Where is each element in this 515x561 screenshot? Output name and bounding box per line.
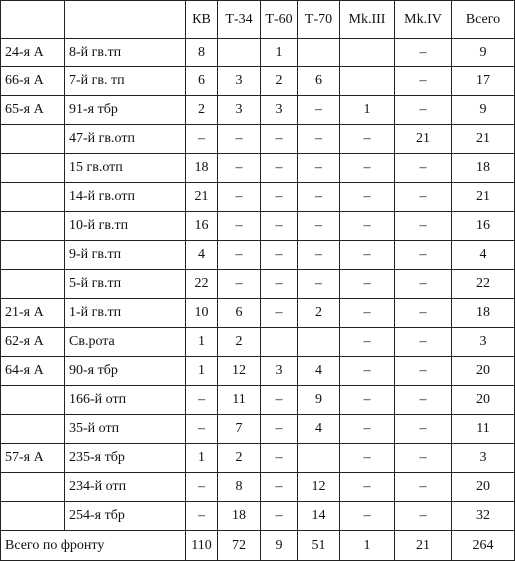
cell-t70: – bbox=[298, 241, 340, 270]
cell-unit: 91-я тбр bbox=[65, 96, 186, 125]
cell-army bbox=[1, 125, 65, 154]
header-mk4: Mk.IV bbox=[395, 1, 452, 39]
cell-army bbox=[1, 502, 65, 531]
cell-mk4: – bbox=[395, 328, 452, 357]
cell-unit: 90-я тбр bbox=[65, 357, 186, 386]
cell-unit: Св.рота bbox=[65, 328, 186, 357]
cell-unit: 14-й гв.отп bbox=[65, 183, 186, 212]
cell-total: 18 bbox=[452, 154, 515, 183]
cell-t60: – bbox=[261, 270, 298, 299]
cell-total: 4 bbox=[452, 241, 515, 270]
table-row bbox=[1, 67, 515, 96]
cell-total: 264 bbox=[452, 531, 515, 561]
cell-army: 24-я А bbox=[1, 39, 65, 67]
cell-kv: 2 bbox=[186, 96, 218, 125]
header-total: Всего bbox=[452, 1, 515, 39]
cell-t60: – bbox=[261, 444, 298, 473]
cell-army: 57-я А bbox=[1, 444, 65, 473]
cell-t70: – bbox=[298, 183, 340, 212]
cell-kv: – bbox=[186, 386, 218, 415]
cell-t34: 2 bbox=[218, 444, 261, 473]
cell-t60 bbox=[261, 328, 298, 357]
cell-kv: – bbox=[186, 125, 218, 154]
cell-total: 18 bbox=[452, 299, 515, 328]
cell-mk4: 21 bbox=[395, 125, 452, 154]
cell-kv: 18 bbox=[186, 154, 218, 183]
cell-mk3 bbox=[340, 39, 395, 67]
cell-t70: 12 bbox=[298, 473, 340, 502]
front-total-row bbox=[1, 531, 515, 561]
table-row bbox=[1, 502, 515, 531]
cell-t60: – bbox=[261, 502, 298, 531]
cell-army: 66-я А bbox=[1, 67, 65, 96]
cell-mk3: – bbox=[340, 183, 395, 212]
cell-mk3: – bbox=[340, 502, 395, 531]
header-army bbox=[1, 1, 65, 39]
cell-t70: 14 bbox=[298, 502, 340, 531]
table-row bbox=[1, 212, 515, 241]
cell-unit: 234-й отп bbox=[65, 473, 186, 502]
cell-t60: – bbox=[261, 212, 298, 241]
table-row bbox=[1, 154, 515, 183]
cell-army bbox=[1, 415, 65, 444]
cell-unit: 254-я тбр bbox=[65, 502, 186, 531]
cell-mk4: – bbox=[395, 39, 452, 67]
cell-mk3: – bbox=[340, 241, 395, 270]
table-row bbox=[1, 39, 515, 67]
cell-kv: 6 bbox=[186, 67, 218, 96]
cell-kv: – bbox=[186, 502, 218, 531]
cell-mk4: – bbox=[395, 415, 452, 444]
cell-t34 bbox=[218, 39, 261, 67]
cell-mk4: – bbox=[395, 299, 452, 328]
cell-t60: 3 bbox=[261, 96, 298, 125]
cell-t34: 12 bbox=[218, 357, 261, 386]
cell-unit: 15 гв.отп bbox=[65, 154, 186, 183]
cell-mk4: – bbox=[395, 473, 452, 502]
cell-army bbox=[1, 386, 65, 415]
cell-unit: 9-й гв.тп bbox=[65, 241, 186, 270]
cell-t34: – bbox=[218, 154, 261, 183]
cell-army bbox=[1, 270, 65, 299]
cell-t34: 8 bbox=[218, 473, 261, 502]
table-row bbox=[1, 241, 515, 270]
header-t34: Т-34 bbox=[218, 1, 261, 39]
cell-t70: 4 bbox=[298, 357, 340, 386]
cell-t60: 2 bbox=[261, 67, 298, 96]
cell-mk3: – bbox=[340, 444, 395, 473]
cell-kv: – bbox=[186, 473, 218, 502]
cell-army bbox=[1, 473, 65, 502]
cell-mk3: – bbox=[340, 154, 395, 183]
cell-t70: 4 bbox=[298, 415, 340, 444]
cell-unit: 7-й гв. тп bbox=[65, 67, 186, 96]
cell-kv: 22 bbox=[186, 270, 218, 299]
cell-mk3: – bbox=[340, 270, 395, 299]
table-row bbox=[1, 415, 515, 444]
cell-t34: 72 bbox=[218, 531, 261, 561]
cell-t60: – bbox=[261, 299, 298, 328]
cell-t60: – bbox=[261, 473, 298, 502]
cell-unit: 8-й гв.тп bbox=[65, 39, 186, 67]
header-t60: Т-60 bbox=[261, 1, 298, 39]
cell-total: 21 bbox=[452, 183, 515, 212]
table-row bbox=[1, 357, 515, 386]
cell-t70 bbox=[298, 328, 340, 357]
cell-army bbox=[1, 154, 65, 183]
cell-t70: – bbox=[298, 212, 340, 241]
cell-t34: – bbox=[218, 212, 261, 241]
cell-mk3 bbox=[340, 67, 395, 96]
cell-t70 bbox=[298, 39, 340, 67]
cell-unit: 35-й отп bbox=[65, 415, 186, 444]
cell-mk4: – bbox=[395, 241, 452, 270]
cell-t70: – bbox=[298, 125, 340, 154]
cell-t60: – bbox=[261, 241, 298, 270]
cell-unit: 166-й отп bbox=[65, 386, 186, 415]
cell-kv: 16 bbox=[186, 212, 218, 241]
cell-total: 20 bbox=[452, 473, 515, 502]
cell-total: 11 bbox=[452, 415, 515, 444]
table-row bbox=[1, 299, 515, 328]
cell-t70: 6 bbox=[298, 67, 340, 96]
cell-total: 3 bbox=[452, 444, 515, 473]
cell-mk4: – bbox=[395, 386, 452, 415]
cell-mk4: – bbox=[395, 183, 452, 212]
cell-kv: 110 bbox=[186, 531, 218, 561]
cell-t70: 2 bbox=[298, 299, 340, 328]
cell-total: 17 bbox=[452, 67, 515, 96]
table-row bbox=[1, 96, 515, 125]
cell-t70: 9 bbox=[298, 386, 340, 415]
cell-army: 62-я А bbox=[1, 328, 65, 357]
cell-t34: 3 bbox=[218, 96, 261, 125]
cell-total: 20 bbox=[452, 386, 515, 415]
table-row bbox=[1, 473, 515, 502]
cell-t34: – bbox=[218, 183, 261, 212]
cell-unit: 235-я тбр bbox=[65, 444, 186, 473]
cell-t60: – bbox=[261, 154, 298, 183]
cell-unit: 5-й гв.тп bbox=[65, 270, 186, 299]
cell-army bbox=[1, 241, 65, 270]
cell-kv: 1 bbox=[186, 444, 218, 473]
cell-t70: – bbox=[298, 154, 340, 183]
table-row bbox=[1, 386, 515, 415]
table-row bbox=[1, 328, 515, 357]
table-row bbox=[1, 183, 515, 212]
cell-t34: – bbox=[218, 241, 261, 270]
table-body bbox=[1, 39, 515, 531]
cell-t34: 6 bbox=[218, 299, 261, 328]
cell-t34: 2 bbox=[218, 328, 261, 357]
table-row bbox=[1, 125, 515, 154]
cell-kv: 1 bbox=[186, 357, 218, 386]
cell-kv: 10 bbox=[186, 299, 218, 328]
cell-mk4: – bbox=[395, 357, 452, 386]
header-row bbox=[1, 1, 515, 39]
cell-mk3: – bbox=[340, 299, 395, 328]
cell-kv: 21 bbox=[186, 183, 218, 212]
cell-t70: 51 bbox=[298, 531, 340, 561]
cell-t34: 3 bbox=[218, 67, 261, 96]
cell-mk3: – bbox=[340, 212, 395, 241]
cell-mk4: – bbox=[395, 212, 452, 241]
cell-army bbox=[1, 183, 65, 212]
cell-t60: – bbox=[261, 183, 298, 212]
table-row bbox=[1, 444, 515, 473]
cell-t60: 3 bbox=[261, 357, 298, 386]
cell-t60: – bbox=[261, 415, 298, 444]
cell-total: 20 bbox=[452, 357, 515, 386]
cell-army: 65-я А bbox=[1, 96, 65, 125]
cell-t60: 1 bbox=[261, 39, 298, 67]
header-kv: КВ bbox=[186, 1, 218, 39]
cell-total: 9 bbox=[452, 39, 515, 67]
cell-t70: – bbox=[298, 270, 340, 299]
front-total-label: Всего по фронту bbox=[1, 531, 186, 561]
cell-mk4: – bbox=[395, 96, 452, 125]
cell-army: 21-я А bbox=[1, 299, 65, 328]
cell-t34: 7 bbox=[218, 415, 261, 444]
cell-t34: – bbox=[218, 125, 261, 154]
cell-mk3: 1 bbox=[340, 531, 395, 561]
cell-kv: 4 bbox=[186, 241, 218, 270]
cell-mk3: – bbox=[340, 386, 395, 415]
cell-army: 64-я А bbox=[1, 357, 65, 386]
cell-total: 32 bbox=[452, 502, 515, 531]
cell-mk3: – bbox=[340, 473, 395, 502]
cell-kv: 8 bbox=[186, 39, 218, 67]
cell-mk4: – bbox=[395, 67, 452, 96]
cell-mk4: – bbox=[395, 444, 452, 473]
cell-kv: 1 bbox=[186, 328, 218, 357]
cell-army bbox=[1, 212, 65, 241]
table-row bbox=[1, 270, 515, 299]
cell-total: 9 bbox=[452, 96, 515, 125]
cell-total: 22 bbox=[452, 270, 515, 299]
cell-t34: 11 bbox=[218, 386, 261, 415]
cell-total: 21 bbox=[452, 125, 515, 154]
cell-mk4: – bbox=[395, 502, 452, 531]
cell-mk4: – bbox=[395, 270, 452, 299]
cell-mk3: – bbox=[340, 415, 395, 444]
cell-mk3: 1 bbox=[340, 96, 395, 125]
cell-unit: 1-й гв.тп bbox=[65, 299, 186, 328]
cell-t70: – bbox=[298, 96, 340, 125]
cell-t60: – bbox=[261, 386, 298, 415]
header-unit bbox=[65, 1, 186, 39]
cell-mk3: – bbox=[340, 328, 395, 357]
cell-t60: 9 bbox=[261, 531, 298, 561]
cell-mk3: – bbox=[340, 125, 395, 154]
cell-unit: 10-й гв.тп bbox=[65, 212, 186, 241]
cell-t34: – bbox=[218, 270, 261, 299]
cell-mk4: – bbox=[395, 154, 452, 183]
cell-mk4: 21 bbox=[395, 531, 452, 561]
cell-t70 bbox=[298, 444, 340, 473]
cell-mk3: – bbox=[340, 357, 395, 386]
header-t70: Т-70 bbox=[298, 1, 340, 39]
header-mk3: Mk.III bbox=[340, 1, 395, 39]
cell-t34: 18 bbox=[218, 502, 261, 531]
cell-kv: – bbox=[186, 415, 218, 444]
cell-unit: 47-й гв.отп bbox=[65, 125, 186, 154]
cell-t60: – bbox=[261, 125, 298, 154]
cell-total: 3 bbox=[452, 328, 515, 357]
cell-total: 16 bbox=[452, 212, 515, 241]
